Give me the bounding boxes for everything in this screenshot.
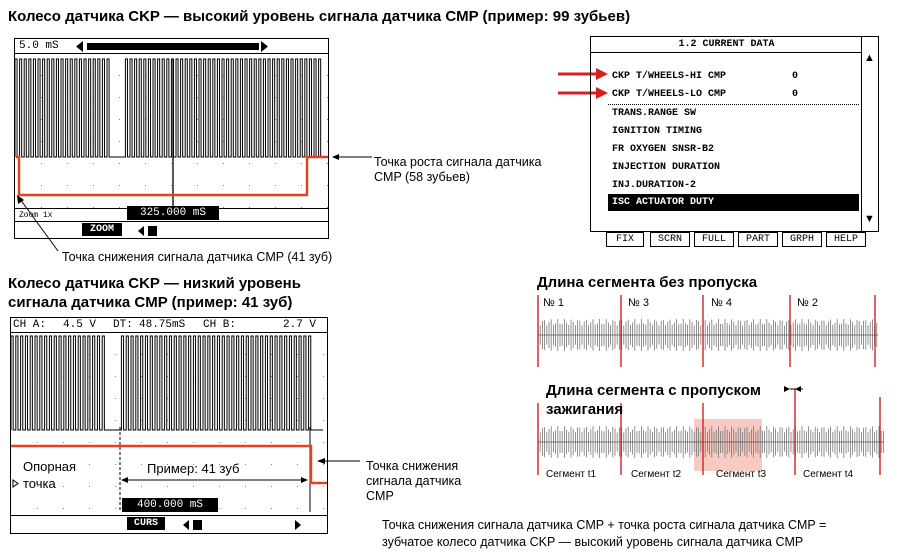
fix-button[interactable]: FIX bbox=[606, 232, 644, 247]
item-value: 0 bbox=[792, 89, 799, 100]
seg-label-t4: Сегмент t4 bbox=[803, 469, 854, 480]
label-fall-2: Точка снижения сигнала датчика CMP bbox=[366, 459, 462, 503]
full-button[interactable]: FULL bbox=[694, 232, 734, 247]
footer-note: Точка снижения сигнала датчика CMP + точка роста сигнала датчика CMP = зубчатое колесо датчика CKP — высокий уровень сигнала датчика CMP bbox=[382, 518, 827, 549]
nav-right-arrow[interactable] bbox=[293, 518, 303, 536]
seg-label-t3: Сегмент t3 bbox=[716, 469, 767, 480]
scroll-down-icon[interactable]: ▼ bbox=[864, 213, 875, 225]
curs-button[interactable]: CURS bbox=[127, 517, 165, 530]
cursor-time-2: 400.000 mS bbox=[122, 498, 218, 512]
item-name: INJECTION DURATION bbox=[612, 162, 721, 173]
cyl-label-3: № 3 bbox=[628, 297, 649, 309]
scope-1-plot bbox=[15, 53, 328, 209]
scope-2 bbox=[10, 317, 328, 534]
grph-button[interactable]: GRPH bbox=[782, 232, 822, 247]
nav-arrows[interactable] bbox=[137, 224, 161, 242]
nav-arrows-2[interactable] bbox=[182, 518, 206, 536]
ch-b-value: 2.7 V bbox=[283, 319, 317, 331]
item-name: CKP T/WHEELS-LO CMP bbox=[612, 89, 727, 100]
cursor-time: 325.000 mS bbox=[127, 206, 219, 220]
zoom-button[interactable]: ZOOM bbox=[82, 223, 122, 236]
item-name: TRANS.RANGE SW bbox=[612, 108, 697, 119]
ch-b-label: CH B: bbox=[203, 319, 237, 331]
segment-title-miss: Длина сегмента с пропуском зажигания bbox=[546, 382, 761, 418]
list-item[interactable] bbox=[608, 159, 859, 176]
channel-readout bbox=[13, 319, 325, 331]
seg-label-t1: Сегмент t1 bbox=[546, 469, 597, 480]
zoom-level: Zoom 1x bbox=[19, 211, 53, 220]
cyl-label-4: № 4 bbox=[711, 297, 732, 309]
item-name: FR OXYGEN SNSR-B2 bbox=[612, 144, 715, 155]
top-title: Колесо датчика CKP — высокий уровень сигнала датчика CMP (пример: 99 зубьев) bbox=[8, 8, 631, 25]
item-name: INJ.DURATION-2 bbox=[612, 180, 697, 191]
list-item-selected[interactable] bbox=[608, 194, 859, 211]
fall-arrow-1 bbox=[14, 195, 74, 255]
scroll-bar[interactable] bbox=[75, 40, 270, 53]
label-rise: Точка роста сигнала датчика CMP (58 зубьев) bbox=[374, 155, 542, 184]
scrollbar-divider bbox=[861, 37, 862, 231]
item-name: CKP T/WHEELS-HI CMP bbox=[612, 71, 727, 82]
example-label: Пример: 41 зуб bbox=[147, 461, 240, 476]
dt-label: DT: bbox=[113, 319, 133, 331]
list-item[interactable] bbox=[608, 177, 859, 194]
scrn-button[interactable]: SCRN bbox=[650, 232, 690, 247]
part-button[interactable]: PART bbox=[738, 232, 778, 247]
item-name: IGNITION TIMING bbox=[612, 126, 703, 137]
list-item[interactable] bbox=[608, 68, 859, 85]
timebase-label: 5.0 mS bbox=[19, 40, 59, 52]
scroll-up-icon[interactable]: ▲ bbox=[864, 52, 875, 64]
list-item[interactable] bbox=[608, 141, 859, 158]
fall-arrow-2 bbox=[316, 455, 362, 467]
divider-2 bbox=[11, 515, 327, 516]
help-button[interactable]: HELP bbox=[826, 232, 866, 247]
list-item[interactable] bbox=[608, 123, 859, 140]
ref-point-label: Опорная точка bbox=[23, 459, 77, 491]
item-name: ISC ACTUATOR DUTY bbox=[612, 197, 715, 208]
ch-a-label: CH A: bbox=[13, 319, 47, 331]
label-fall-1: Точка снижения сигнала датчика CMP (41 зуб) bbox=[62, 250, 333, 264]
ch-a-value: 4.5 V bbox=[63, 319, 97, 331]
rise-arrow bbox=[330, 150, 374, 164]
cyl-label-2: № 2 bbox=[797, 297, 818, 309]
dt-value: 48.75mS bbox=[139, 319, 186, 331]
segment-title-no-miss: Длина сегмента без пропуска bbox=[537, 274, 758, 291]
bottom-title: Колесо датчика CKP — низкий уровень сигнала датчика CMP (пример: 41 зуб) bbox=[8, 275, 301, 311]
seg-label-t2: Сегмент t2 bbox=[631, 469, 682, 480]
scanner-title: 1.2 CURRENT DATA bbox=[591, 37, 862, 53]
cyl-label-1: № 1 bbox=[543, 297, 564, 309]
list-item[interactable] bbox=[608, 105, 859, 122]
list-item[interactable] bbox=[608, 86, 859, 103]
item-value: 0 bbox=[792, 71, 799, 82]
